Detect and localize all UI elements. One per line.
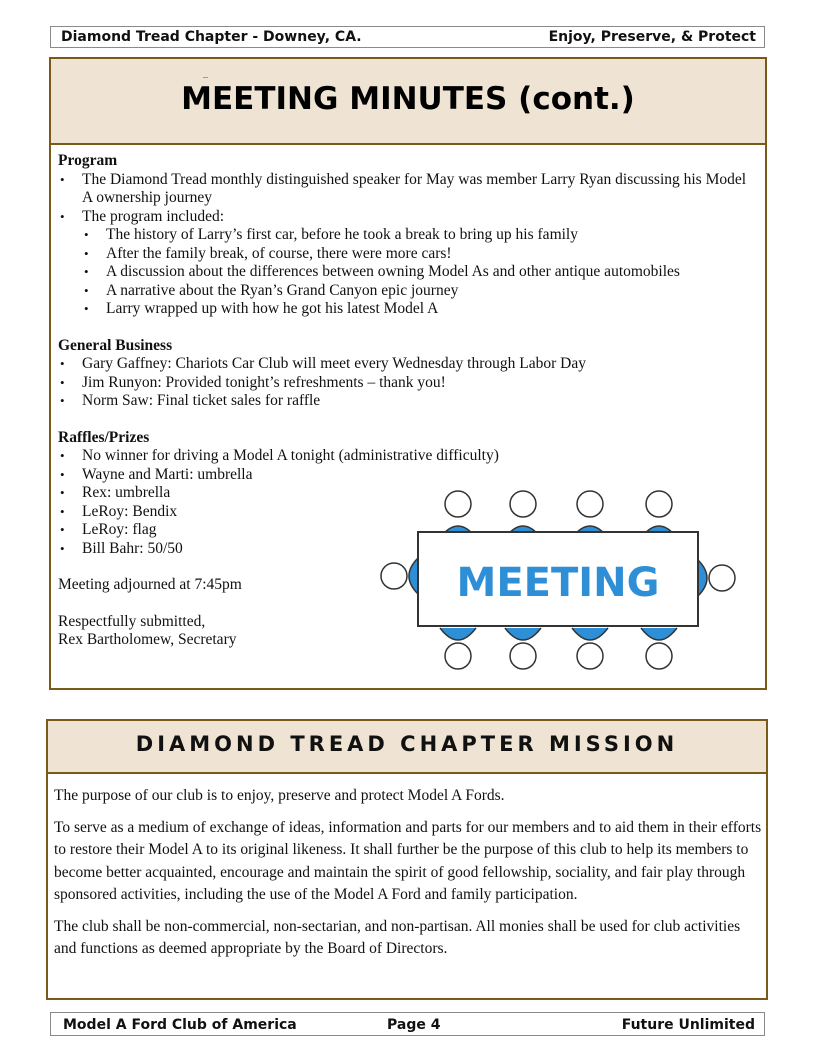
header-motto: Enjoy, Preserve, & Protect bbox=[548, 29, 756, 45]
person-icon bbox=[572, 628, 608, 669]
adjourned-text: Meeting adjourned at 7:45pm bbox=[58, 576, 242, 593]
illustration-label: MEETING bbox=[456, 560, 660, 606]
footer-page-number: Page 4 bbox=[387, 1017, 441, 1033]
person-icon bbox=[440, 491, 476, 538]
list-item: • Rex: umbrella bbox=[58, 484, 758, 503]
page-header bbox=[50, 26, 765, 48]
business-heading: General Business bbox=[58, 336, 173, 354]
list-item: • A narrative about the Ryan’s Grand Canyon epic journey bbox=[58, 282, 758, 301]
list-item: • Bill Bahr: 50/50 bbox=[58, 540, 758, 559]
signoff-line-2: Rex Bartholomew, Secretary bbox=[58, 631, 237, 648]
list-item: • LeRoy: Bendix bbox=[58, 503, 758, 522]
mission-paragraph: The purpose of our club is to enjoy, preserve and protect Model A Fords. bbox=[54, 787, 505, 804]
person-icon bbox=[641, 628, 677, 669]
list-item: • Norm Saw: Final ticket sales for raffle bbox=[58, 392, 758, 411]
page-footer bbox=[50, 1012, 765, 1036]
signoff-line-1: Respectfully submitted, bbox=[58, 612, 206, 630]
person-icon bbox=[505, 628, 541, 669]
list-item: • LeRoy: flag bbox=[58, 521, 758, 540]
person-icon bbox=[641, 491, 677, 538]
program-heading: Program bbox=[58, 152, 118, 169]
raffles-heading: Raffles/Prizes bbox=[58, 428, 150, 446]
business-list bbox=[58, 355, 758, 411]
program-list bbox=[58, 171, 758, 319]
footer-club: Model A Ford Club of America bbox=[63, 1017, 297, 1033]
list-item: • Gary Gaffney: Chariots Car Club will meet every Wednesday through Labor Day bbox=[58, 355, 758, 374]
person-icon bbox=[381, 558, 418, 594]
list-item: • No winner for driving a Model A tonight (administrative difficulty) bbox=[58, 447, 758, 466]
list-item: • Jim Runyon: Provided tonight’s refreshments – thank you! bbox=[58, 374, 758, 393]
person-icon bbox=[440, 628, 476, 669]
mission-paragraph: The club shall be non-commercial, non-sectarian, and non-partisan. All monies shall be used for club activities and functions as deemed appropriate by the Board of Directors. bbox=[54, 917, 741, 957]
meeting-illustration bbox=[378, 488, 738, 678]
list-item: • A discussion about the differences between owning Model As and other antique automobiles bbox=[58, 263, 758, 282]
mission-title: DIAMOND TREAD CHAPTER MISSION bbox=[135, 732, 679, 756]
list-item: • The history of Larry’s first car, before he took a break to bring up his family bbox=[58, 226, 758, 245]
mission-section bbox=[46, 719, 768, 1000]
mission-title-bar bbox=[48, 721, 766, 774]
list-item: • Larry wrapped up with how he got his latest Model A bbox=[58, 300, 758, 319]
header-chapter: Diamond Tread Chapter - Downey, CA. bbox=[61, 29, 362, 45]
person-icon bbox=[572, 491, 608, 538]
person-icon bbox=[698, 560, 735, 596]
list-item: • The Diamond Tread monthly distinguished speaker for May was member Larry Ryan discussing his Model A ownership journey bbox=[58, 171, 758, 208]
mission-body bbox=[54, 785, 762, 970]
list-item: • After the family break, of course, there were more cars! bbox=[58, 245, 758, 264]
list-item: • Wayne and Marti: umbrella bbox=[58, 466, 758, 485]
decorative-mark bbox=[203, 77, 208, 78]
mission-paragraph: To serve as a medium of exchange of ideas, information and parts for our members and to aid them in their efforts to restore their Model A to its original likeness. It shall further be the purpose of this club to help its members to become better acquainted, encourage and maintain the spirit of good fellowship, sociality, and fair play through sponsored activities, including the use of the Model A Ford and family participation. bbox=[54, 818, 762, 903]
minutes-title-bar bbox=[51, 59, 765, 145]
minutes-title: MEETING MINUTES (cont.) bbox=[181, 81, 635, 117]
footer-tagline: Future Unlimited bbox=[621, 1017, 755, 1033]
list-item: • The program included: bbox=[58, 208, 758, 227]
person-icon bbox=[505, 491, 541, 538]
